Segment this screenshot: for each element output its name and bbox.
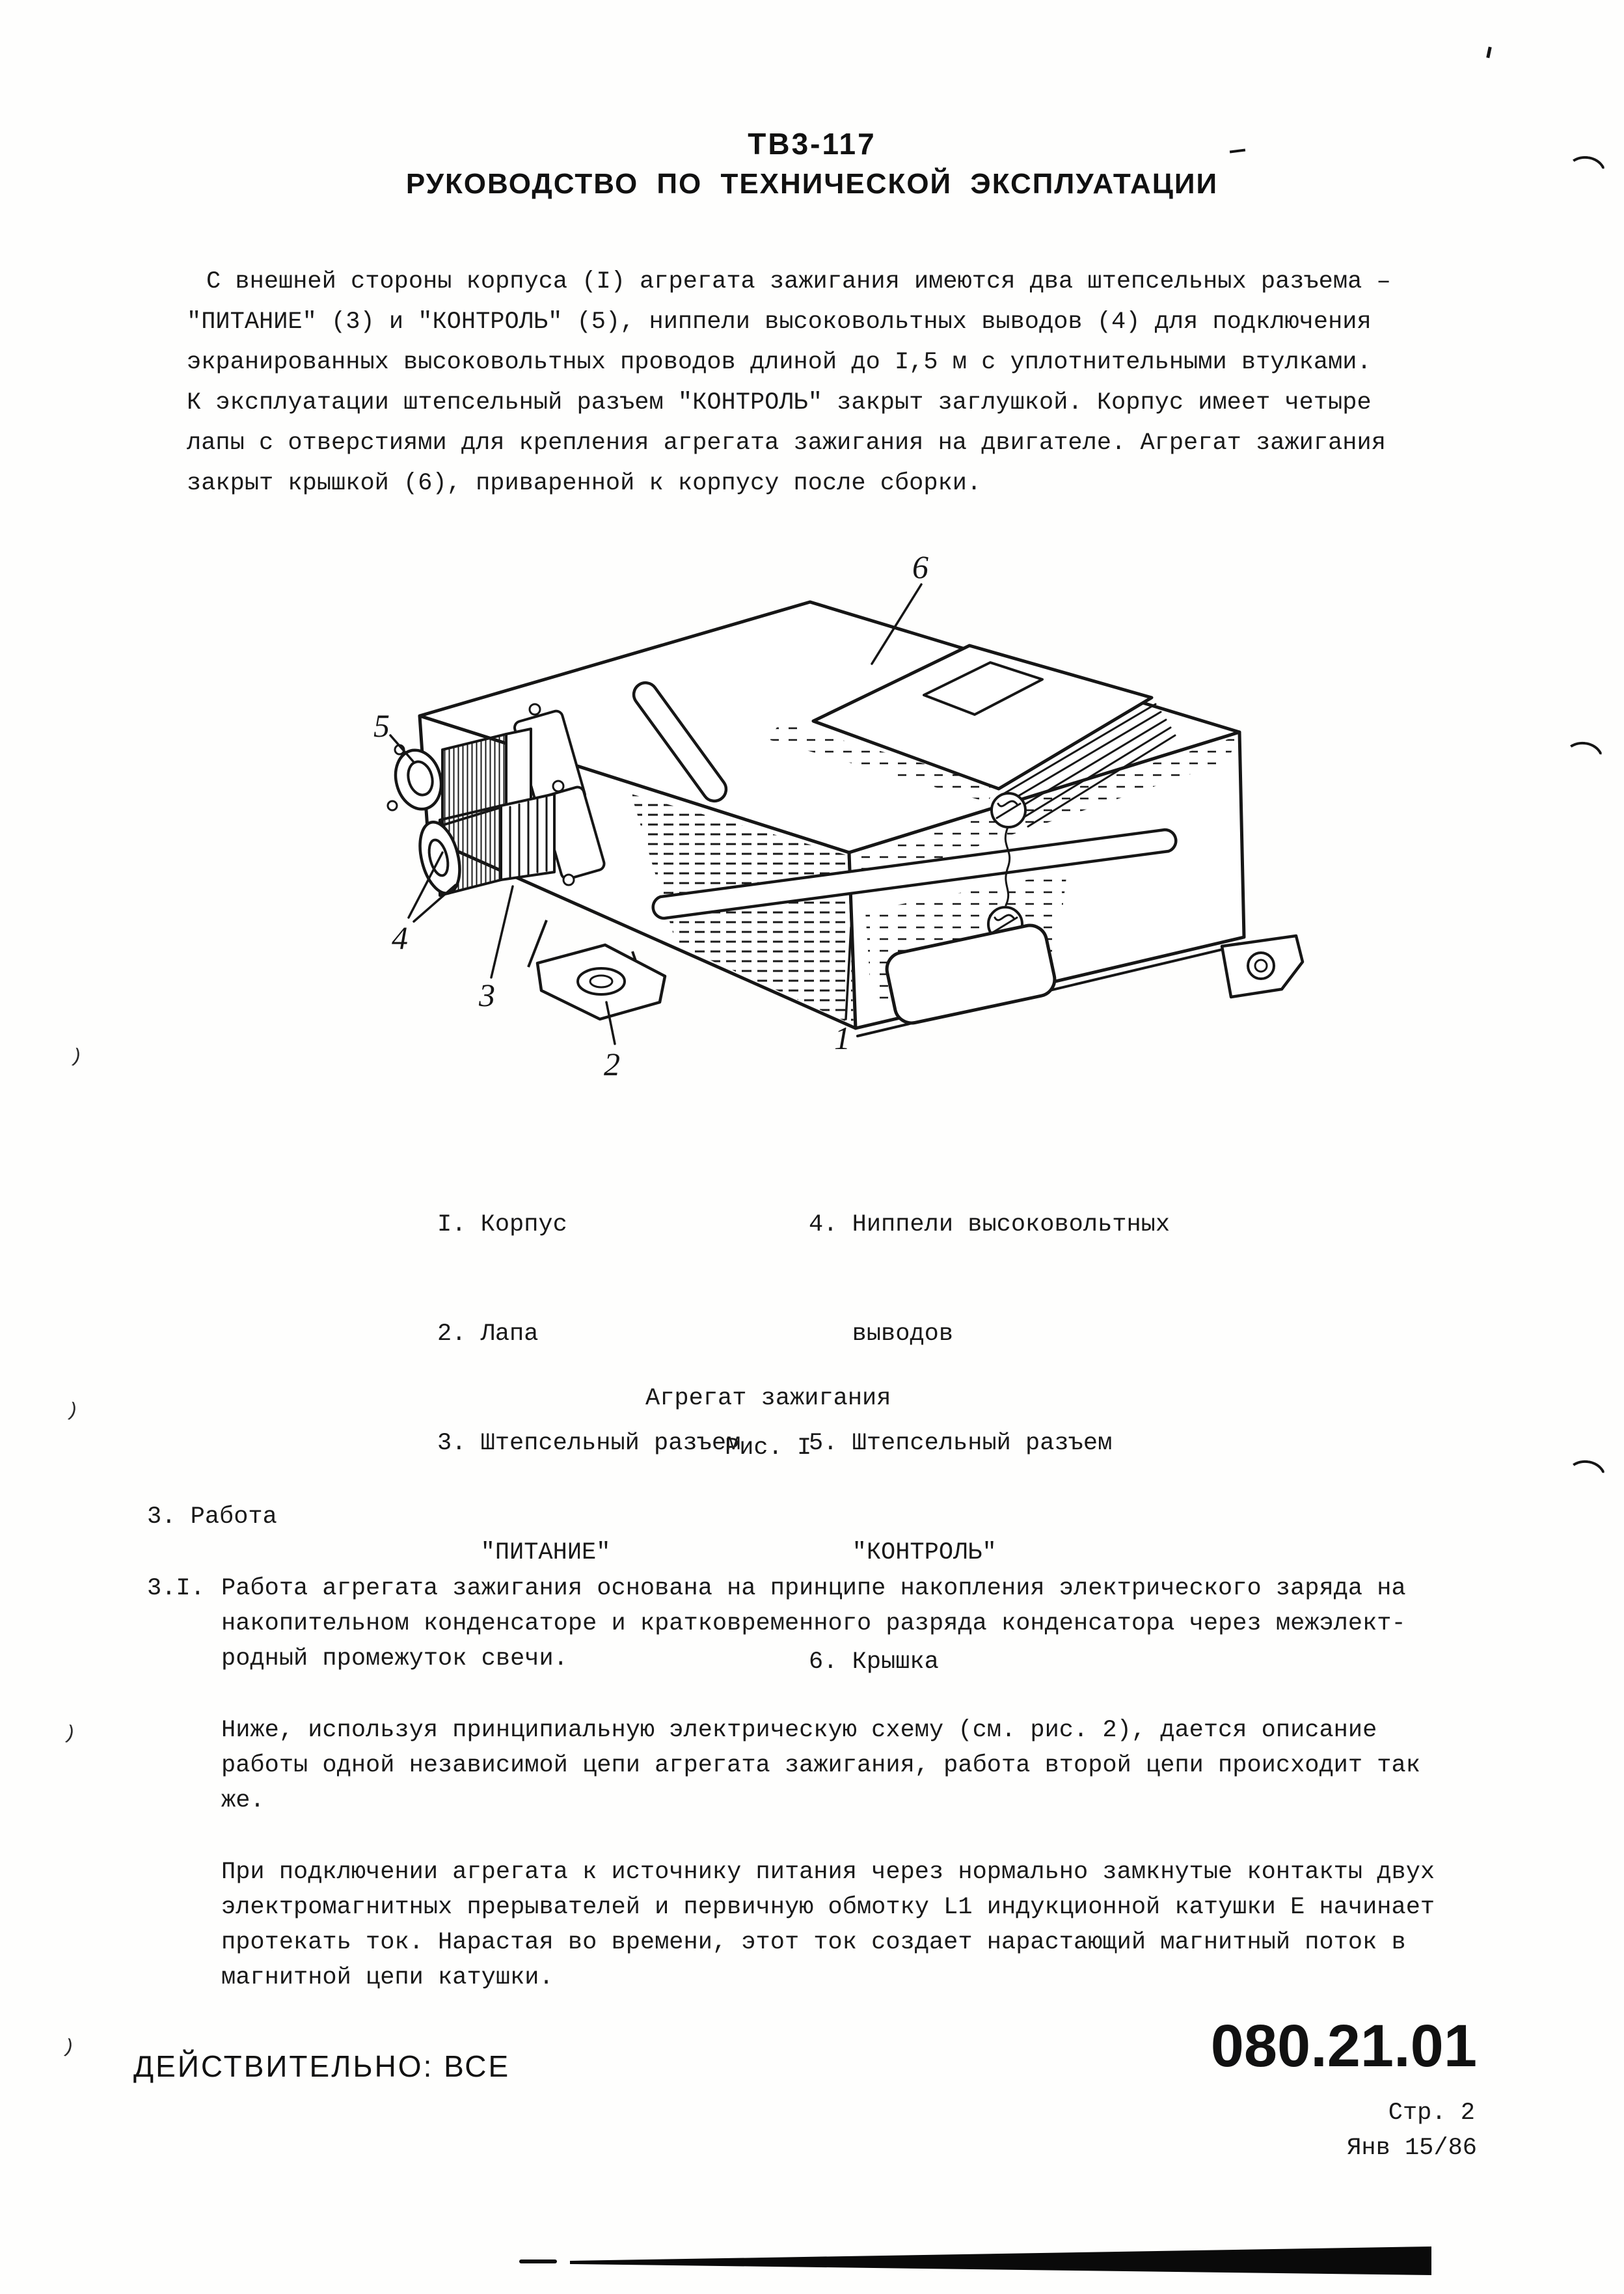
scan-artifact-mark: ) xyxy=(61,1722,78,1747)
figure-callout-5: 5 xyxy=(373,707,390,744)
figure-callout-2: 2 xyxy=(604,1046,620,1082)
page-title: РУКОВОДСТВО ПО ТЕХНИЧЕСКОЙ ЭКСПЛУАТАЦИИ xyxy=(405,168,1219,200)
scan-artifact-bottom-bar xyxy=(508,2245,1431,2276)
document-number: 080.21.01 xyxy=(1210,2013,1477,2079)
parts-item: выводов xyxy=(809,1320,954,1348)
validity-note: ДЕЙСТВИТЕЛЬНО: ВСЕ xyxy=(133,2049,511,2083)
paragraph-label: 3.I. xyxy=(147,1575,205,1602)
body-line: протекать ток. Нарастая во времени, этот ток создает нарастающий магнитный поток в xyxy=(221,1929,1406,1956)
intro-line: лапы с отверстиями для крепления агрегата зажигания на двигателе. Агрегат зажигания xyxy=(187,430,1386,457)
ignition-unit-figure xyxy=(351,547,1327,1093)
body-line: Работа агрегата зажигания основана на принципе накопления электрического заряда на xyxy=(221,1575,1406,1602)
revision-date: Янв 15/86 xyxy=(1347,2135,1477,2162)
intro-line: экранированных высоковольтных проводов длиной до I,5 м с уплотнительными втулками. xyxy=(187,349,1372,376)
body-line: Ниже, используя принципиальную электрическую схему (см. рис. 2), дается описание xyxy=(221,1717,1377,1744)
parts-item: "ПИТАНИЕ" xyxy=(437,1539,611,1566)
figure-reference: Рис. I xyxy=(725,1434,812,1462)
document-code: ТВ3-117 xyxy=(748,127,876,161)
body-line: накопительном конденсаторе и кратковременного разряда конденсатора через межэлект- xyxy=(221,1610,1406,1637)
parts-item: 2. Лапа xyxy=(437,1320,539,1348)
section-heading: 3. Работа xyxy=(147,1503,277,1531)
parts-item: "КОНТРОЛЬ" xyxy=(809,1539,997,1566)
parts-list-right xyxy=(809,1134,1170,1753)
figure-callout-3: 3 xyxy=(479,977,495,1013)
figure-callout-4: 4 xyxy=(392,920,408,956)
body-line: электромагнитных прерывателей и первичную обмотку L1 индукционной катушки Е начинает xyxy=(221,1894,1435,1921)
intro-line: "ПИТАНИЕ" (3) и "КОНТРОЛЬ" (5), ниппели высоковольтных выводов (4) для подключения xyxy=(187,308,1372,336)
parts-item: 5. Штепсельный разъем xyxy=(809,1430,1113,1457)
intro-line: С внешней стороны корпуса (I) агрегата зажигания имеются два штепсельных разъема – xyxy=(206,268,1391,295)
scan-artifact-tick xyxy=(1486,47,1491,59)
scan-artifact-curl xyxy=(1566,1458,1608,1479)
parts-item: I. Корпус xyxy=(437,1211,567,1238)
scan-artifact-mark: ) xyxy=(60,2036,77,2060)
figure-callout-1: 1 xyxy=(834,1020,850,1056)
parts-item: 4. Ниппели высоковольтных xyxy=(809,1211,1171,1238)
scan-artifact-mark: ) xyxy=(68,1045,85,1070)
intro-line: закрыт крышкой (6), приваренной к корпусу после сборки. xyxy=(187,470,982,497)
scan-artifact-mark: ) xyxy=(64,1399,81,1424)
parts-item: 6. Крышка xyxy=(809,1648,939,1676)
body-line: же. xyxy=(221,1787,265,1814)
body-line: При подключении агрегата к источнику питания через нормально замкнутые контакты двух xyxy=(221,1859,1435,1886)
figure-callout-6: 6 xyxy=(912,549,928,585)
parts-item: 3. Штепсельный разъем xyxy=(437,1430,741,1457)
body-line: работы одной независимой цепи агрегата зажигания, работа второй цепи происходит так xyxy=(221,1752,1420,1779)
body-line: магнитной цепи катушки. xyxy=(221,1964,554,1991)
page-number: Стр. 2 xyxy=(1388,2099,1475,2127)
intro-line: К эксплуатации штепсельный разъем "КОНТРОЛЬ" закрыт заглушкой. Корпус имеет четыре xyxy=(187,389,1372,416)
body-line: родный промежуток свечи. xyxy=(221,1645,568,1673)
scan-artifact-curl xyxy=(1563,739,1606,761)
figure-caption: Агрегат зажигания xyxy=(645,1385,891,1412)
